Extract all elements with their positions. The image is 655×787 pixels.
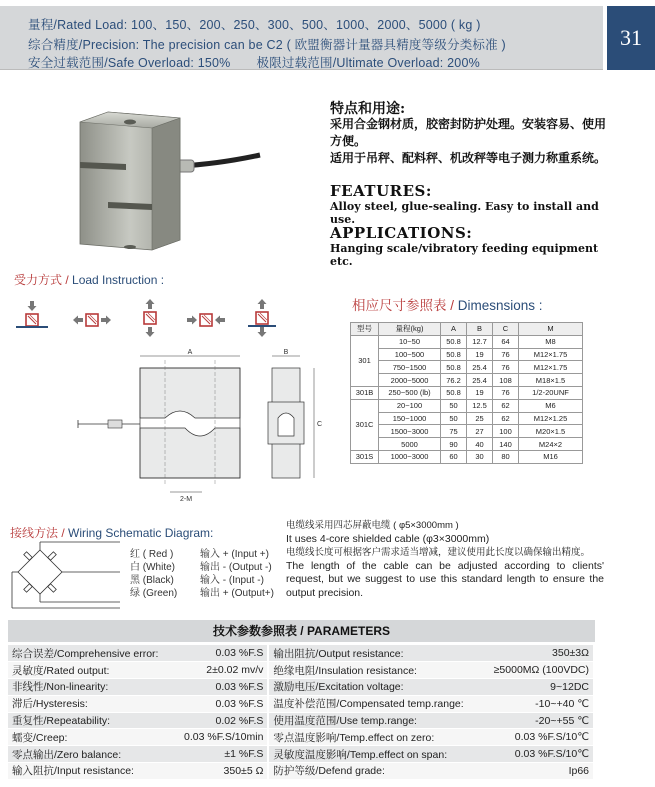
- table-cell: 12.5: [467, 399, 493, 412]
- param-value: 0.03 %F.S: [174, 645, 269, 662]
- ultimate-overload: 极限过载范围/Ultimate Overload: 200%: [256, 56, 480, 70]
- table-cell: 19: [467, 386, 493, 399]
- features-cn-text: [330, 116, 610, 167]
- table-cell: 12.7: [467, 335, 493, 348]
- param-label: 零点温度影响/Temp.effect on zero:: [268, 729, 482, 746]
- table-cell: 25.4: [467, 361, 493, 374]
- table-row: [351, 438, 583, 451]
- load-cell-photo: [68, 110, 268, 250]
- param-value: 0.03 %F.S/10min: [174, 729, 269, 746]
- table-cell: 64: [493, 335, 519, 348]
- table-row: [351, 412, 583, 425]
- table-row: [351, 450, 583, 463]
- table-cell: 50.8: [441, 335, 467, 348]
- table-cell: 50: [441, 399, 467, 412]
- table-row: [8, 679, 594, 696]
- wire-color: 红 ( Red ): [130, 549, 174, 560]
- dimensions-header-row: [351, 323, 583, 336]
- table-cell: 1500~3000: [379, 425, 441, 438]
- table-cell: 40: [467, 438, 493, 451]
- table-row: [351, 348, 583, 361]
- wire-signal: 输出 + (Output+): [200, 588, 274, 599]
- param-label: 零点输出/Zero balance:: [8, 746, 174, 763]
- load-instruction-diagram: [10, 290, 280, 340]
- param-value: 0.02 %F.S: [174, 712, 269, 729]
- wire-color: 绿 (Green): [130, 588, 178, 599]
- load-icon-tension-horizontal: [73, 314, 111, 326]
- table-cell: 10~50: [379, 335, 441, 348]
- table-cell: 108: [493, 374, 519, 387]
- features-title: FEATURES:: [330, 182, 432, 200]
- wiring-title-cn: 接线方法 /: [10, 526, 69, 540]
- model-cell: 301C: [351, 399, 379, 450]
- dim-header-c: C: [493, 323, 519, 336]
- table-cell: 1000~3000: [379, 450, 441, 463]
- table-row: [8, 712, 594, 729]
- table-cell: 20~100: [379, 399, 441, 412]
- applications-text: Hanging scale/vibratory feeding equipment etc.: [330, 242, 599, 268]
- param-label: 输出阻抗/Output resistance:: [268, 645, 482, 662]
- table-cell: M8: [519, 335, 583, 348]
- overload-line: [28, 53, 480, 71]
- parameters-title: 技术参数参照表 / PARAMETERS: [8, 620, 595, 642]
- table-cell: M6: [519, 399, 583, 412]
- param-value: -20~+55 ℃: [482, 712, 594, 729]
- table-row: [8, 746, 594, 763]
- table-cell: 2000~5000: [379, 374, 441, 387]
- table-cell: M20×1.5: [519, 425, 583, 438]
- param-value: -10~+40 ℃: [482, 695, 594, 712]
- table-cell: 5000: [379, 438, 441, 451]
- features-cn-line2: 适用于吊秤、配料秤、机改秤等电子测力称重系统。: [330, 151, 607, 165]
- table-cell: 75: [441, 425, 467, 438]
- param-value: 0.03 %F.S: [174, 679, 269, 696]
- table-cell: 62: [493, 412, 519, 425]
- table-cell: 80: [493, 450, 519, 463]
- wire-color-list: [130, 548, 274, 600]
- cable-note-cn1: 电缆线采用四芯屏蔽电缆 ( φ5×3000mm ): [286, 520, 459, 531]
- dim-label-a: A: [187, 349, 193, 356]
- spec-header-band: [0, 6, 603, 70]
- table-cell: 30: [467, 450, 493, 463]
- table-cell: 100~500: [379, 348, 441, 361]
- param-label: 灵敏度温度影响/Temp.effect on span:: [268, 746, 482, 763]
- table-cell: 62: [493, 399, 519, 412]
- cable-note-en2: The length of the cable can be adjusted according to clients' request, but we suggest to use this standard length to ensure the output precision.: [286, 559, 604, 599]
- safe-overload: 安全过载范围/Safe Overload: 150%: [28, 56, 231, 70]
- dim-label-b: B: [283, 349, 289, 356]
- table-cell: 50.8: [441, 386, 467, 399]
- parameters-table: [8, 645, 595, 780]
- table-row: [351, 399, 583, 412]
- param-value: 9~12DC: [482, 679, 594, 696]
- dim-header-m: M: [519, 323, 583, 336]
- load-icon-compression-horizontal: [187, 314, 225, 326]
- dim-header-b: B: [467, 323, 493, 336]
- table-cell: 76: [493, 348, 519, 361]
- param-value: 0.03 %F.S: [174, 695, 269, 712]
- model-cell: 301: [351, 335, 379, 386]
- param-label: 防护等级/Defend grade:: [268, 763, 482, 780]
- param-value: 350±5 Ω: [174, 763, 269, 780]
- param-value: ≥5000MΩ (100VDC): [482, 662, 594, 679]
- table-cell: 750~1500: [379, 361, 441, 374]
- load-icon-tension-vertical: [144, 299, 156, 337]
- load-instruction-title: [14, 271, 164, 288]
- wiring-bridge-diagram: [10, 540, 125, 610]
- table-row: [8, 662, 594, 679]
- dimensions-title-en: Dimesnsions :: [457, 298, 543, 313]
- precision-line: 综合精度/Precision: The precision can be C2 ( 欧盟衡器计量器具精度等级分类标准 ): [28, 38, 506, 52]
- param-label: 激励电压/Excitation voltage:: [268, 679, 482, 696]
- table-cell: M18×1.5: [519, 374, 583, 387]
- model-cell: 301S: [351, 450, 379, 463]
- dim-label-c: C: [317, 421, 323, 428]
- table-cell: 50: [441, 412, 467, 425]
- rated-load-line: 量程/Rated Load: 100、150、200、250、300、500、1000、2000、5000 ( kg ): [28, 18, 481, 32]
- table-cell: M12×1.75: [519, 361, 583, 374]
- param-label: 综合误差/Comprehensive error:: [8, 645, 174, 662]
- load-instruction-en: Load Instruction :: [72, 273, 165, 287]
- table-row: [8, 729, 594, 746]
- table-row: [351, 361, 583, 374]
- model-cell: 301B: [351, 386, 379, 399]
- table-cell: M24×2: [519, 438, 583, 451]
- wire-color: 黑 (Black): [130, 575, 174, 586]
- table-row: [351, 425, 583, 438]
- table-cell: 19: [467, 348, 493, 361]
- dim-header-range: 量程(kg): [379, 323, 441, 336]
- table-cell: 250~500 (lb): [379, 386, 441, 399]
- table-row: [351, 386, 583, 399]
- table-cell: 76: [493, 361, 519, 374]
- list-item: [130, 561, 274, 574]
- table-cell: 140: [493, 438, 519, 451]
- cable-note-en1: It uses 4-core shielded cable (φ3×3000mm): [286, 532, 490, 545]
- param-label: 输入阻抗/Input resistance:: [8, 763, 174, 780]
- table-cell: 60: [441, 450, 467, 463]
- list-item: [130, 587, 274, 600]
- param-label: 温度补偿范围/Compensated temp.range:: [268, 695, 482, 712]
- table-row: [8, 695, 594, 712]
- dimensions-title-cn: 相应尺寸参照表 /: [352, 298, 458, 313]
- cable-note: [286, 519, 604, 601]
- cable-note-cn2: 电缆线长度可根据客户需求适当增减，建议使用此长度以确保输出精度。: [286, 547, 591, 559]
- table-cell: 76: [493, 386, 519, 399]
- table-cell: M12×1.25: [519, 412, 583, 425]
- table-cell: M12×1.75: [519, 348, 583, 361]
- wire-signal: 输入 + (Input +): [200, 549, 269, 560]
- param-label: 非线性/Non-linearity:: [8, 679, 174, 696]
- table-cell: 25: [467, 412, 493, 425]
- param-value: 2±0.02 mv/v: [174, 662, 269, 679]
- wire-color: 白 (White): [130, 562, 175, 573]
- table-row: [8, 645, 594, 662]
- dimension-drawing: [20, 346, 323, 516]
- table-cell: 50.8: [441, 348, 467, 361]
- table-cell: 1/2-20UNF: [519, 386, 583, 399]
- table-cell: 100: [493, 425, 519, 438]
- param-value: 0.03 %F.S/10℃: [482, 729, 594, 746]
- param-value: 350±3Ω: [482, 645, 594, 662]
- load-instruction-cn: 受力方式 /: [14, 273, 73, 287]
- table-cell: 90: [441, 438, 467, 451]
- wire-signal: 输入 - (Input -): [200, 575, 264, 586]
- param-value: ±1 %F.S: [174, 746, 269, 763]
- list-item: [130, 548, 274, 561]
- table-row: [351, 374, 583, 387]
- features-cn-title: 特点和用途:: [330, 101, 406, 117]
- list-item: [130, 574, 274, 587]
- page-number: 31: [607, 6, 655, 70]
- param-label: 滞后/Hysteresis:: [8, 695, 174, 712]
- load-icon-hanging: [248, 299, 276, 337]
- table-row: [8, 763, 594, 780]
- param-label: 绝缘电阻/Insulation resistance:: [268, 662, 482, 679]
- table-cell: 50.8: [441, 361, 467, 374]
- dim-label-hole: 2-M: [179, 496, 193, 503]
- param-label: 使用温度范围/Use temp.range:: [268, 712, 482, 729]
- dimensions-title: [352, 294, 543, 314]
- table-cell: 76.2: [441, 374, 467, 387]
- load-icon-compression: [16, 301, 48, 327]
- param-label: 重复性/Repeatability:: [8, 712, 174, 729]
- table-cell: 25.4: [467, 374, 493, 387]
- features-cn-line1: 采用合金钢材质，胶密封防护处理。安装容易、使用方便。: [330, 117, 607, 148]
- table-row: [351, 335, 583, 348]
- table-cell: 27: [467, 425, 493, 438]
- wiring-title-en: Wiring Schematic Diagram:: [68, 526, 214, 540]
- wire-signal: 输出 - (Output -): [200, 562, 272, 573]
- dimensions-table: [350, 322, 583, 464]
- table-cell: 150~1000: [379, 412, 441, 425]
- param-label: 蠕变/Creep:: [8, 729, 174, 746]
- param-value: Ip66: [482, 763, 594, 780]
- param-value: 0.03 %F.S/10℃: [482, 746, 594, 763]
- table-cell: M16: [519, 450, 583, 463]
- dim-header-model: 型号: [351, 323, 379, 336]
- param-label: 灵敏度/Rated output:: [8, 662, 174, 679]
- applications-title: APPLICATIONS:: [330, 224, 473, 242]
- dim-header-a: A: [441, 323, 467, 336]
- features-text: Alloy steel, glue-sealing. Easy to install and use.: [330, 200, 599, 226]
- wiring-title: [10, 524, 213, 541]
